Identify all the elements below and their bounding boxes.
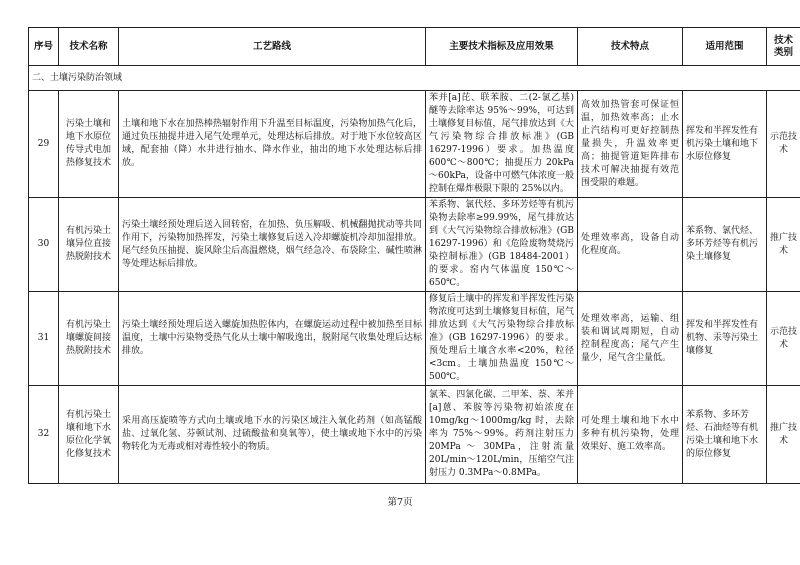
row-category: 示范技术 [767,91,800,198]
table-row [29,292,800,386]
row-spec: 氯苯、四氯化碳、二甲苯、萘、苯并[a]蒽、苯胺等污染物初始浓度在 10mg/kg～1000mg/kg 时，去除率为 75%～99%。药剂注射压力 20MPa ～ 30MPa，注射流量 20L/min～120L/min，压缩空气注射压力 0.3MPa～0.8MPa。 [426,386,578,484]
row-spec: 苯并[a]芘、联苯胺、二(2-氯乙基)醚等去除率达 95%～99%，可达到土壤修复目标值，尾气排放达到《大气污染物综合排放标准》(GB 16297-1996）要求。加热温度600℃～800℃；抽提压力 20kPa～60kPa，设备中可燃气体浓度一般控制在爆炸极限下限的 25%以内。 [426,91,578,198]
header-spec: 主要技术指标及应用效果 [426,28,578,66]
header-num: 序号 [29,28,59,66]
row-scope: 挥发和半挥发性有机物、汞等污染土壤修复 [683,292,767,386]
row-category: 示范技术 [767,292,800,386]
header-name: 技术名称 [59,28,119,66]
header-scope: 适用范围 [683,28,767,66]
row-feature: 可处理土壤和地下水中多种有机污染物，处理效果好、施工效率高。 [578,386,683,484]
row-num: 32 [29,386,59,484]
row-scope: 挥发和半挥发性有机污染土壤和地下水原位修复 [683,91,767,198]
row-category: 推广技术 [767,198,800,292]
row-name: 污染土壤和地下水原位传导式电加热修复技术 [59,91,119,198]
row-route: 污染土壤经预处理后送入螺旋加热腔体内，在螺旋运动过程中被加热至目标温度，土壤中污染物受热气化从土壤中解吸逸出，脱附尾气收集处理后达标排放。 [119,292,426,386]
row-scope: 苯系物、多环芳烃、石油烃等有机污染土壤和地下水的原位修复 [683,386,767,484]
row-spec: 苯系物、氯代烃、多环芳烃等有机污染物去除率≥99.99%，尾气排放达到《大气污染物综合排放标准》(GB 16297-1996）和《危险废物焚烧污染控制标准》(GB 18484-2001）的要求。窑内气体温度 150℃～650℃。 [426,198,578,292]
row-route: 采用高压旋喷等方式向土壤或地下水的污染区域注入氧化药剂（如高锰酸盐、过氧化氢、芬顿试剂、过硫酸盐和臭氧等），使土壤或地下水中的污染物转化为无毒或相对毒性较小的物质。 [119,386,426,484]
technology-table [28,27,800,484]
table-row [29,386,800,484]
row-feature: 处理效率高，设备自动化程度高。 [578,198,683,292]
header-row [29,28,800,66]
row-feature: 高效加热管套可保证恒温，加热效率高；止水止汽结构可更好控制热量损失，升温效率更高；抽提管道矩阵排布技术可解决抽提有效范围受限的难题。 [578,91,683,198]
row-category: 推广技术 [767,386,800,484]
row-scope: 苯系物、氯代烃、多环芳烃等有机污染土壤修复 [683,198,767,292]
header-feature: 技术特点 [578,28,683,66]
page [28,27,798,484]
section-row [29,66,800,91]
table-row [29,91,800,198]
row-route: 土壤和地下水在加热棒热辐射作用下升温至目标温度，污染物加热气化后，通过负压抽提井进入尾气处理单元，处理达标后排放。对于地下水位较高区域，配套抽（降）水井进行抽水、降水作业，抽出的地下水处理达标后排放。 [119,91,426,198]
row-num: 31 [29,292,59,386]
header-route: 工艺路线 [119,28,426,66]
table-row [29,198,800,292]
row-name: 有机污染土壤和地下水原位化学氧化修复技术 [59,386,119,484]
page-number: 第7页 [387,497,413,508]
row-num: 29 [29,91,59,198]
row-spec: 修复后土壤中的挥发和半挥发性污染物浓度可达到土壤修复目标值，尾气排放达到《大气污染物综合排放标准》(GB 16297-1996）的要求。预处理后土壤含水率<20%，粒径<3cm。土壤加热温度 150℃～500℃。 [426,292,578,386]
row-name: 有机污染土壤异位直接热脱附技术 [59,198,119,292]
row-route: 污染土壤经预处理后送入回转窑，在加热、负压解吸、机械翻抛扰动等共同作用下，污染物加热挥发，污染土壤修复后送入冷却螺旋机冷却加湿排放。尾气经负压抽提、旋风除尘后高温燃烧，烟气经急冷、布袋除尘、碱性喷淋等处理达标后排放。 [119,198,426,292]
header-category: 技术类别 [767,28,800,66]
row-num: 30 [29,198,59,292]
row-name: 有机污染土壤螺旋间接热脱附技术 [59,292,119,386]
section-title: 二、土壤污染防治领域 [29,66,800,91]
row-feature: 处理效率高，运输、组装和调试周期短，自动控制程度高；尾气产生量少，尾气含尘量低。 [578,292,683,386]
